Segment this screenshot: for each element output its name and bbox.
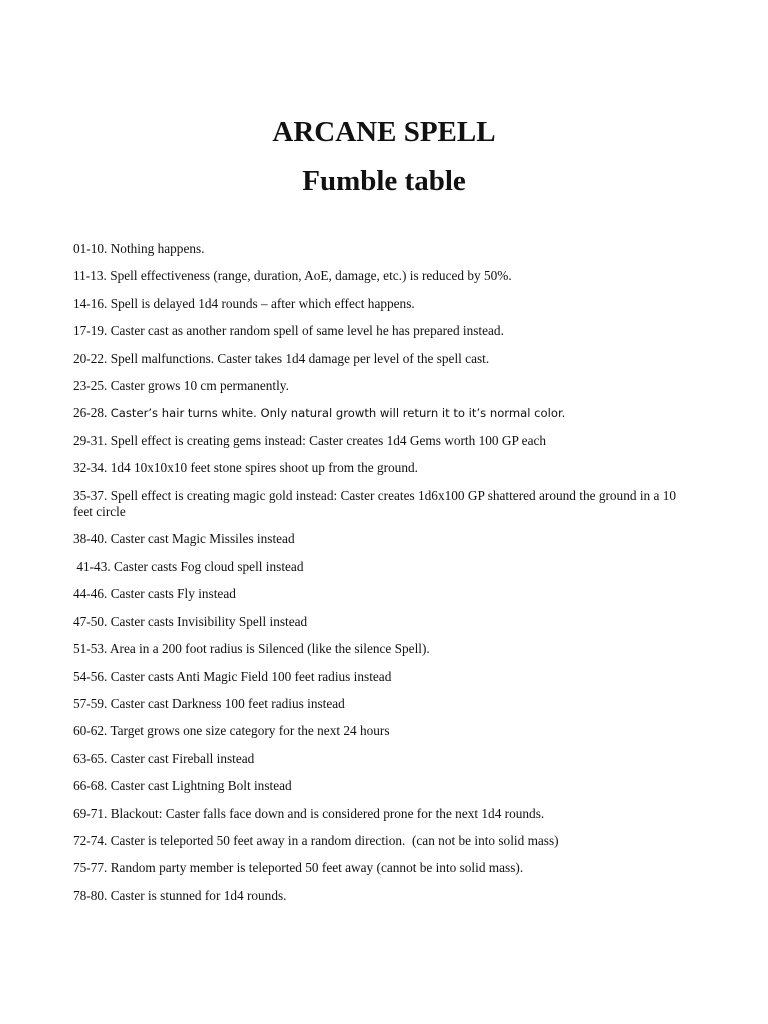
entry-text: Caster cast Magic Missiles instead xyxy=(110,531,295,547)
entry-range: 26-28. xyxy=(73,405,108,421)
entry-range: 78-80. xyxy=(73,887,108,903)
table-entry xyxy=(73,296,698,312)
entry-text: Caster casts Invisibility Spell instead xyxy=(110,613,308,629)
table-entry xyxy=(73,351,698,367)
entry-text: Caster grows 10 cm permanently. xyxy=(110,378,289,394)
entry-range: 38-40. xyxy=(73,531,108,547)
table-entry xyxy=(73,641,698,657)
table-entry xyxy=(73,460,698,476)
table-entry xyxy=(73,586,698,602)
entry-text: Spell is delayed 1d4 rounds – after which effect happens. xyxy=(110,295,415,311)
entry-text: Spell effect is creating magic gold instead: Caster creates 1d6x100 GP shattered around the ground in a 10 feet circle xyxy=(73,487,677,520)
entry-text: Caster cast Fireball instead xyxy=(110,750,255,766)
entry-range: 66-68. xyxy=(73,778,108,794)
entry-text: Caster is stunned for 1d4 rounds. xyxy=(110,887,287,903)
entry-range: 69-71. xyxy=(73,805,108,821)
table-entry xyxy=(73,405,698,421)
entry-text: 1d4 10x10x10 feet stone spires shoot up from the ground. xyxy=(110,460,418,476)
entry-range: 35-37. xyxy=(73,487,108,503)
entry-text: Spell effectiveness (range, duration, AoE, damage, etc.) is reduced by 50%. xyxy=(110,268,512,284)
table-entry xyxy=(73,241,698,257)
table-entry xyxy=(73,751,698,767)
table-entry xyxy=(73,268,698,284)
entry-range: 41-43. xyxy=(73,558,111,574)
entry-text: Caster is teleported 50 feet away in a random direction. (can not be into solid mass) xyxy=(110,832,559,848)
table-entry xyxy=(73,806,698,822)
entry-range: 75-77. xyxy=(73,860,108,876)
entry-text: Caster cast Lightning Bolt instead xyxy=(110,778,292,794)
entry-range: 29-31. xyxy=(73,432,108,448)
table-entry xyxy=(73,323,698,339)
entry-text: Caster’s hair turns white. Only natural growth will return it to it’s normal color. xyxy=(110,406,566,421)
table-entry xyxy=(73,778,698,794)
table-entry xyxy=(73,614,698,630)
table-entry xyxy=(73,488,698,521)
entry-text: Caster cast as another random spell of same level he has prepared instead. xyxy=(110,323,504,339)
entry-range: 23-25. xyxy=(73,378,108,394)
entry-text: Spell malfunctions. Caster takes 1d4 damage per level of the spell cast. xyxy=(110,350,490,366)
table-entry xyxy=(73,531,698,547)
entry-range: 47-50. xyxy=(73,613,108,629)
page-subtitle: Fumble table xyxy=(302,165,466,197)
entry-text: Caster casts Fog cloud spell instead xyxy=(114,558,304,574)
entry-range: 54-56. xyxy=(73,668,108,684)
entry-range: 32-34. xyxy=(73,460,108,476)
entry-text: Target grows one size category for the next 24 hours xyxy=(110,723,390,739)
entry-text: Caster casts Fly instead xyxy=(110,586,236,602)
table-entry xyxy=(73,723,698,739)
entry-range: 11-13. xyxy=(73,268,107,284)
entry-text: Caster casts Anti Magic Field 100 feet radius instead xyxy=(110,668,392,684)
table-entry xyxy=(73,433,698,449)
page-title: ARCANE SPELL xyxy=(272,116,496,148)
entry-text: Random party member is teleported 50 feet away (cannot be into solid mass). xyxy=(110,860,524,876)
entry-range: 01-10. xyxy=(73,241,108,256)
table-entry xyxy=(73,888,698,904)
table-entry xyxy=(73,669,698,685)
table-entry xyxy=(73,378,698,394)
entry-text: Spell effect is creating gems instead: Caster creates 1d4 Gems worth 100 GP each xyxy=(110,432,547,448)
entry-text: Area in a 200 foot radius is Silenced (like the silence Spell). xyxy=(109,641,430,657)
entry-range: 44-46. xyxy=(73,586,108,602)
entry-range: 72-74. xyxy=(73,832,108,848)
entry-range: 63-65. xyxy=(73,750,108,766)
entry-range: 51-53. xyxy=(73,641,108,657)
entry-range: 20-22. xyxy=(73,350,108,366)
entry-range: 14-16. xyxy=(73,295,108,311)
entry-text: Caster cast Darkness 100 feet radius instead xyxy=(110,695,345,711)
entry-text: Nothing happens. xyxy=(110,241,205,256)
table-entry xyxy=(73,860,698,876)
entry-range: 60-62. xyxy=(73,723,108,739)
entry-range: 57-59. xyxy=(73,695,108,711)
entry-text: Blackout: Caster falls face down and is considered prone for the next 1d4 rounds. xyxy=(110,805,545,821)
entry-range: 17-19. xyxy=(73,323,108,339)
table-entry xyxy=(73,559,698,575)
table-entry xyxy=(73,833,698,849)
fumble-table-list xyxy=(73,241,698,915)
table-entry xyxy=(73,696,698,712)
